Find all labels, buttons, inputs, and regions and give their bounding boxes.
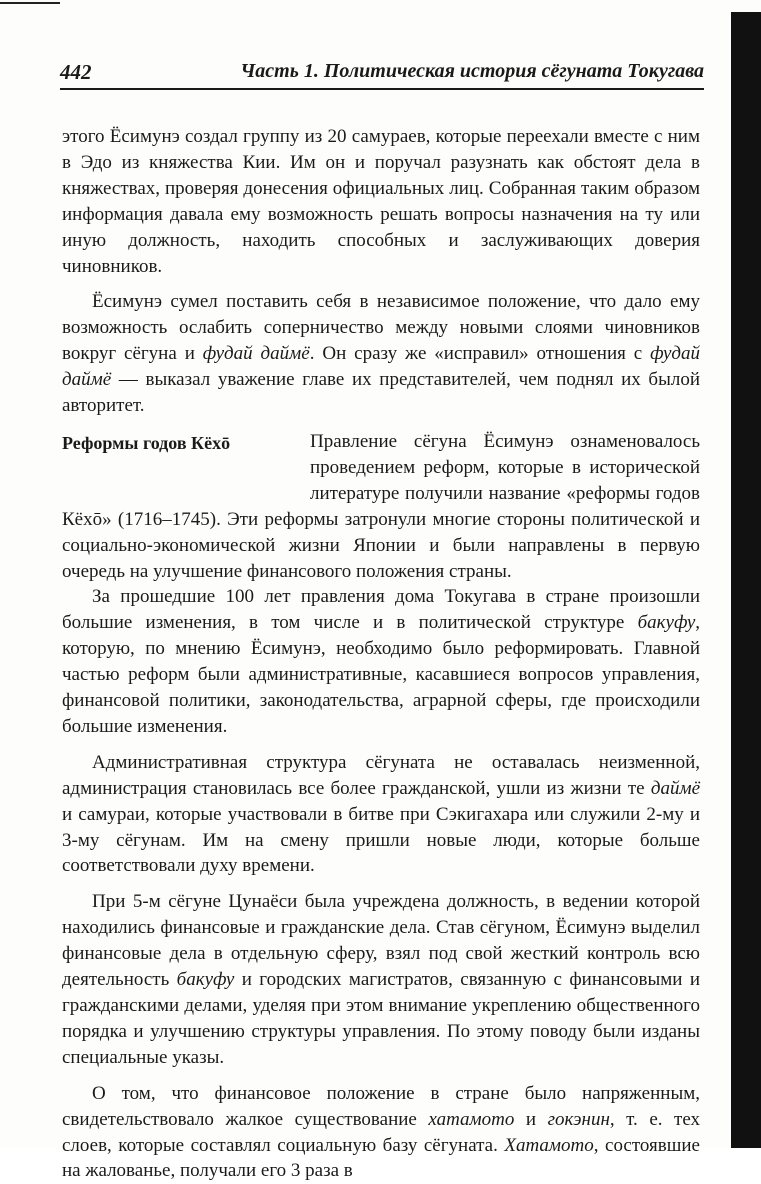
page-number: 442 [60, 60, 92, 84]
text-run: — выказал уважение главе их представителей, чем поднял их былой авторитет. [62, 369, 700, 417]
text-run: . Он сразу же «исправил» отношения с [309, 343, 651, 365]
text-run: За прошедшие 100 лет правления дома Токугава в стране произошли большие изменения, в том числе и в политической структуре [62, 586, 700, 634]
page-body [62, 124, 700, 1184]
running-header [60, 56, 704, 92]
text-run: О том, что финансовое положение в стране было напряженным, свидетельствовало жалкое существование [62, 1082, 700, 1130]
paragraph-4 [62, 584, 700, 739]
text-run: и самураи, которые участвовали в битве при Сэкигахара или служили 2-му и 3-му сёгунам. Им на смену пришли новые люди, которые больше соответствовали духу времени. [62, 803, 700, 877]
paragraph-6 [62, 889, 700, 1070]
text-run: Административная структура сёгуната не оставалась неизменной, администрация становилась все более гражданской, ушли из жизни те [62, 751, 700, 799]
text-run: При 5-м сёгуне Цунаёси была учреждена должность, в ведении которой находились финансовые и гражданские дела. Став сёгуном, Ёсимунэ выделил финансовые дела в отдельную сферу, взял под свой жесткий контроль всю деятельность [62, 891, 700, 991]
text-run: , состоявшие на жалованье, получали его 3 раза в [62, 1134, 700, 1182]
paragraph-2 [62, 289, 700, 419]
italic-term: даймё [650, 777, 700, 799]
scan-edge-shadow [731, 12, 761, 1148]
running-title: Часть 1. Политическая история сёгуната Токугава [240, 60, 704, 82]
text-run: , т. е. тех слоев, которые составлял социальную базу сёгуната. [62, 1108, 701, 1156]
text-run: Ёсимунэ сумел поставить себя в независимое положение, что дало ему возможность ослабить соперничество между новыми слоями чиновников вокруг сёгуна и [62, 291, 700, 365]
italic-term: бакуфу [637, 612, 696, 634]
italic-term: гокэнин [547, 1108, 610, 1130]
italic-term: фудай даймё [202, 343, 310, 365]
paragraph-5 [62, 750, 700, 880]
scan-mark [0, 2, 60, 4]
section-heading: Реформы годов Кёхō [62, 432, 231, 453]
italic-term: хатамото [428, 1108, 515, 1130]
text-run: , которую, по мнению Ёсимунэ, необходимо было реформировать. Главной частью реформ были административные, касавшиеся вопросов управления, финансовой политики, законодательства, аграрной сферы, где происходили большие изменения. [62, 612, 700, 737]
paragraph-7 [62, 1081, 700, 1184]
text-run: и [514, 1108, 548, 1130]
italic-term: бакуфу [176, 969, 235, 991]
text-run: и городских магистратов, связанную с финансовыми и гражданскими делами, уделяя при этом внимание укреплению общественного порядка и улучшению структуры управления. По этому поводу были изданы специальные указы. [62, 969, 701, 1068]
italic-term: фудай даймё [62, 343, 700, 391]
section-paragraph: Правление сёгуна Ёсимунэ ознаменовалось проведением реформ, которые в исторической литературе получили название «реформы годов Кёхō» (1716–1745). Эти реформы затронули многие стороны политической и социально-экономической жизни Японии и были направлены в первую очередь на улучшение финансового положения страны. [62, 430, 700, 582]
italic-term: Хатамото [504, 1134, 594, 1156]
header-rule [60, 88, 704, 90]
section-reforms [62, 429, 700, 584]
paragraph-1: этого Ёсимунэ создал группу из 20 самураев, которые переехали вместе с ним в Эдо из княжества Кии. Им он и поручал разузнать как обстоят дела в княжествах, проверяя донесения официальных лиц. Собранная таким образом информация давала ему возможность решать вопросы назначения на ту или иную должность, находить способных и заслуживающих доверия чиновников. [62, 126, 700, 277]
